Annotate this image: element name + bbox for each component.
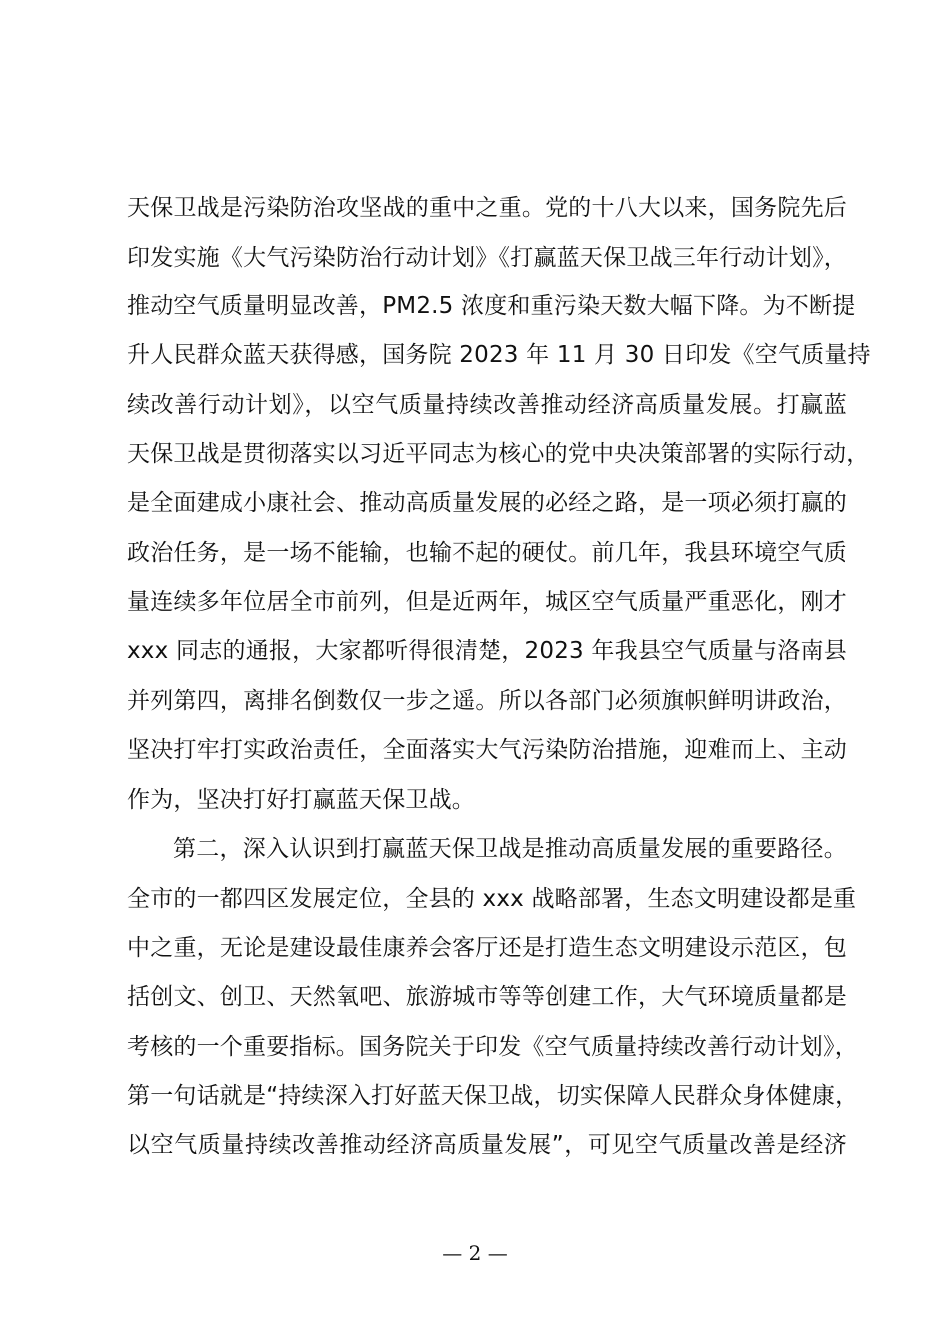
text-line-9: 量连续多年位居全市前列，但是近两年，城区空气质量严重恶化，刚才 [127, 589, 847, 615]
text-line-7: 是全面建成小康社会、推动高质量发展的必经之路，是一项必须打赢的 [127, 490, 847, 516]
text-line-14: 第二，深入认识到打赢蓝天保卫战是推动高质量发展的重要路径。 [173, 836, 847, 862]
text-line-20: 以空气质量持续改善推动经济高质量发展”，可见空气质量改善是经济 [127, 1132, 847, 1158]
text-line-16: 中之重，无论是建设最佳康养会客厅还是打造生态文明建设示范区，包 [127, 935, 847, 961]
text-line-13: 作为，坚决打好打赢蓝天保卫战。 [127, 787, 475, 813]
text-line-17: 括创文、创卫、天然氧吧、旅游城市等等创建工作，大气环境质量都是 [127, 984, 847, 1010]
text-line-15: 全市的一都四区发展定位，全县的 xxx 战略部署，生态文明建设都是重 [127, 886, 857, 912]
text-line-11: 并列第四，离排名倒数仅一步之遥。所以各部门必须旗帜鲜明讲政治， [127, 688, 847, 714]
text-line-6: 天保卫战是贯彻落实以习近平同志为核心的党中央决策部署的实际行动， [127, 441, 870, 467]
text-line-3: 推动空气质量明显改善，PM2.5 浓度和重污染天数大幅下降。为不断提 [127, 293, 856, 319]
text-line-2: 印发实施《大气污染防治行动计划》《打赢蓝天保卫战三年行动计划》， [127, 245, 847, 271]
page-number: — 2 — [442, 1241, 508, 1265]
text-line-4: 升人民群众蓝天获得感，国务院 2023 年 11 月 30 日印发《空气质量持 [127, 342, 871, 368]
text-line-8: 政治任务，是一场不能输，也输不起的硬仗。前几年，我县环境空气质 [127, 540, 847, 566]
text-line-19: 第一句话就是“持续深入打好蓝天保卫战，切实保障人民群众身体健康， [127, 1083, 859, 1109]
text-line-12: 坚决打牢打实政治责任，全面落实大气污染防治措施，迎难而上、主动 [127, 737, 847, 763]
text-line-18: 考核的一个重要指标。国务院关于印发《空气质量持续改善行动计划》， [127, 1034, 858, 1060]
text-line-5: 续改善行动计划》，以空气质量持续改善推动经济高质量发展。打赢蓝 [127, 392, 847, 418]
text-line-1: 天保卫战是污染防治攻坚战的重中之重。党的十八大以来，国务院先后 [127, 195, 847, 221]
text-line-10: xxx 同志的通报，大家都听得很清楚，2023 年我县空气质量与洛南县 [127, 638, 847, 664]
